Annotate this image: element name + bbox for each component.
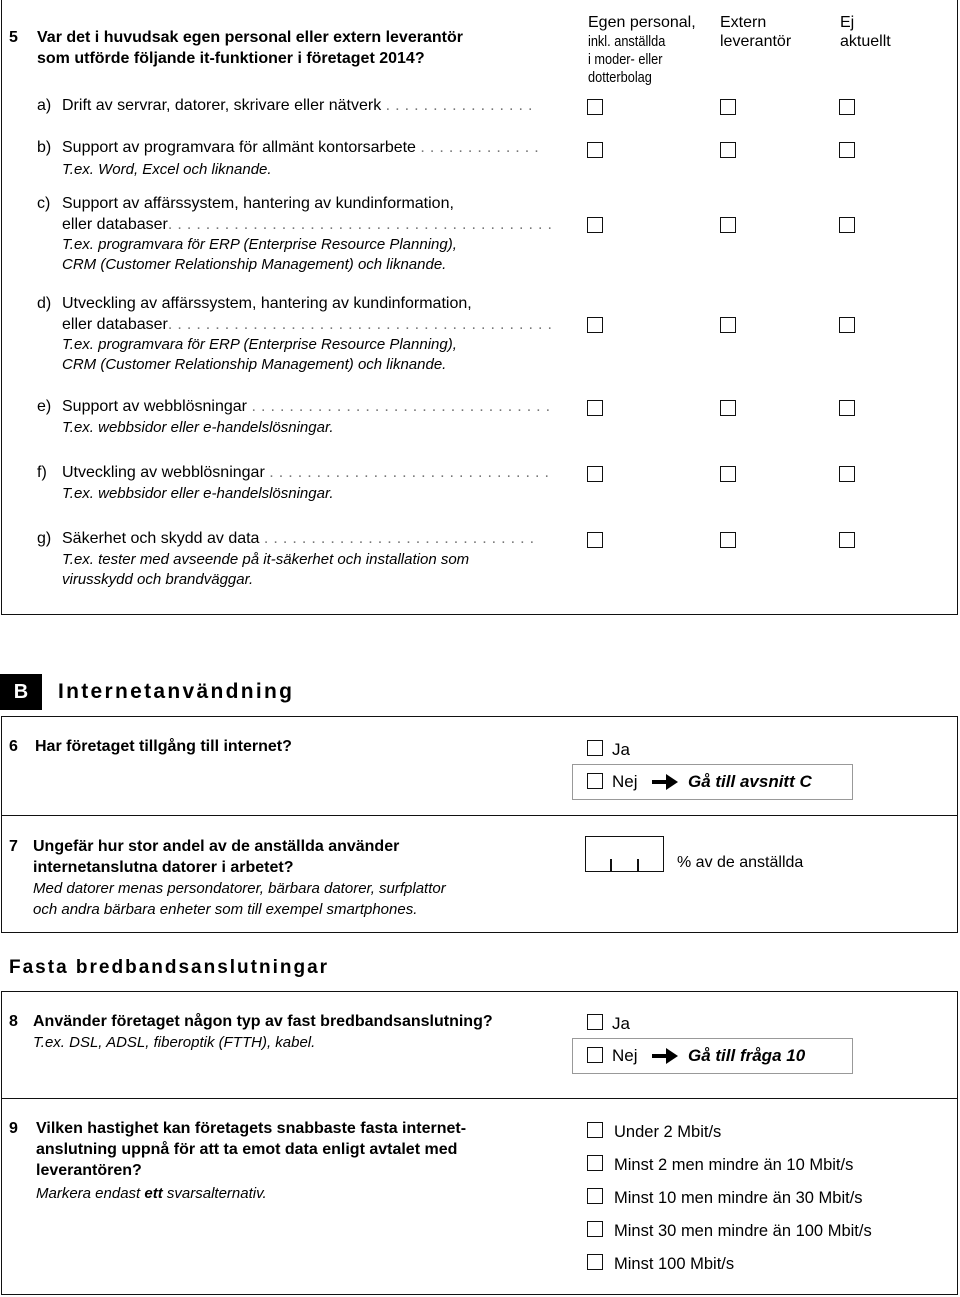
question-number: 5: [9, 29, 18, 46]
item-example: CRM (Customer Relationship Management) och liknande.: [62, 356, 447, 373]
question-text: som utförde följande it-funktioner i företaget 2014?: [37, 50, 425, 67]
option-label: Ja: [612, 1014, 630, 1033]
item-letter: f): [37, 464, 47, 481]
leader-dots: . . . . . . . . . . . . . . . . . . . . . . . . . . . . . . . . . . . . . . . . .: [167, 216, 553, 233]
item-example: CRM (Customer Relationship Management) och liknande.: [62, 256, 447, 273]
checkbox-speed-2-10[interactable]: [587, 1155, 603, 1171]
leader-dots: . . . . . . . . . . . . . . . . . . . . . . . . . . . . . . . .: [251, 398, 551, 415]
question-text: Ungefär hur stor andel av de anställda använder: [33, 838, 400, 855]
checkbox-g-not-applicable[interactable]: [839, 532, 855, 548]
checkbox-a-not-applicable[interactable]: [839, 99, 855, 115]
item-label: [62, 215, 552, 235]
item-label: [62, 315, 552, 335]
checkbox-c-own-staff[interactable]: [587, 217, 603, 233]
checkbox-b-external[interactable]: [720, 142, 736, 158]
checkbox-c-external[interactable]: [720, 217, 736, 233]
item-example: T.ex. Word, Excel och liknande.: [62, 161, 272, 178]
note-text: Markera endast: [36, 1185, 145, 1202]
checkbox-b-own-staff[interactable]: [587, 142, 603, 158]
goto-instruction: Gå till fråga 10: [688, 1046, 806, 1065]
checkbox-g-own-staff[interactable]: [587, 532, 603, 548]
checkbox-speed-100-plus[interactable]: [587, 1254, 603, 1270]
percentage-input[interactable]: [585, 836, 664, 872]
digit-separator: [610, 859, 612, 871]
column-header-own-staff: dotterbolag: [588, 70, 652, 86]
option-label: Minst 30 men mindre än 100 Mbit/s: [614, 1222, 872, 1240]
item-example: T.ex. programvara för ERP (Enterprise Resource Planning),: [62, 236, 457, 253]
item-letter: e): [37, 398, 52, 415]
question-number: 7: [9, 838, 18, 855]
checkbox-q8-ja[interactable]: [587, 1014, 603, 1030]
checkbox-f-own-staff[interactable]: [587, 466, 603, 482]
checkbox-b-not-applicable[interactable]: [839, 142, 855, 158]
goto-instruction: Gå till avsnitt C: [688, 772, 812, 791]
item-label: Utveckling av affärssystem, hantering av kundinformation,: [62, 295, 472, 312]
question-text: Använder företaget någon typ av fast bredbandsanslutning?: [33, 1013, 493, 1030]
checkbox-d-external[interactable]: [720, 317, 736, 333]
item-label-text: eller databaser: [62, 216, 168, 233]
checkbox-a-external[interactable]: [720, 99, 736, 115]
question-number: 6: [9, 738, 18, 755]
item-letter: a): [37, 97, 52, 114]
option-label: Minst 10 men mindre än 30 Mbit/s: [614, 1189, 863, 1207]
checkbox-q6-ja[interactable]: [587, 740, 603, 756]
item-example: T.ex. programvara för ERP (Enterprise Resource Planning),: [62, 336, 457, 353]
checkbox-f-not-applicable[interactable]: [839, 466, 855, 482]
item-label: [62, 96, 533, 116]
section-title: Internetanvändning: [58, 680, 295, 703]
arrow-right-icon: [652, 1047, 678, 1065]
column-header-not-applicable: aktuellt: [840, 33, 891, 50]
leader-dots: . . . . . . . . . . . . . . . . . . . . . . . . . . . . . . . . . . . . . . . . .: [167, 316, 553, 333]
section-letter-badge: B: [0, 674, 42, 710]
item-label-text: Support av programvara för allmänt kontorsarbete: [62, 139, 416, 156]
item-letter: c): [37, 195, 51, 212]
checkbox-g-external[interactable]: [720, 532, 736, 548]
checkbox-e-external[interactable]: [720, 400, 736, 416]
checkbox-q6-nej[interactable]: [587, 773, 603, 789]
question-text: Vilken hastighet kan företagets snabbaste fasta internet-: [36, 1120, 467, 1137]
item-letter: g): [37, 530, 52, 547]
unit-label: % av de anställda: [677, 854, 804, 871]
item-label: [62, 138, 539, 158]
digit-separator: [637, 859, 639, 871]
item-label: Support av affärssystem, hantering av kundinformation,: [62, 195, 454, 212]
item-label-text: Utveckling av webblösningar: [62, 464, 265, 481]
question-number: 9: [9, 1120, 18, 1137]
checkbox-q8-nej[interactable]: [587, 1047, 603, 1063]
item-example: virusskydd och brandväggar.: [62, 571, 254, 588]
checkbox-a-own-staff[interactable]: [587, 99, 603, 115]
column-header-external: leverantör: [720, 33, 792, 50]
column-header-not-applicable: Ej: [840, 14, 855, 31]
option-label: Minst 100 Mbit/s: [614, 1255, 735, 1273]
arrow-right-icon: [652, 773, 678, 791]
question-example: T.ex. DSL, ADSL, fiberoptik (FTTH), kabel.: [33, 1034, 316, 1051]
question-number: 8: [9, 1013, 18, 1030]
question-text: Var det i huvudsak egen personal eller extern leverantör: [37, 29, 463, 46]
item-label: [62, 397, 550, 417]
item-label: [62, 463, 549, 483]
note-text: svarsalternativ.: [162, 1185, 267, 1202]
item-label-text: Säkerhet och skydd av data: [62, 530, 260, 547]
checkbox-e-own-staff[interactable]: [587, 400, 603, 416]
item-letter: b): [37, 139, 52, 156]
column-header-own-staff: Egen personal,: [588, 14, 696, 31]
subsection-title: Fasta bredbandsanslutningar: [9, 957, 330, 978]
option-label: Under 2 Mbit/s: [614, 1123, 722, 1141]
leader-dots: . . . . . . . . . . . . . . . . . . . . . . . . . . . . . .: [269, 464, 550, 481]
checkbox-c-not-applicable[interactable]: [839, 217, 855, 233]
item-label-text: Drift av servrar, datorer, skrivare eller nätverk: [62, 97, 382, 114]
checkbox-e-not-applicable[interactable]: [839, 400, 855, 416]
item-example: T.ex. webbsidor eller e-handelslösningar.: [62, 419, 334, 436]
checkbox-d-own-staff[interactable]: [587, 317, 603, 333]
question-text: internetanslutna datorer i arbetet?: [33, 859, 294, 876]
checkbox-f-external[interactable]: [720, 466, 736, 482]
checkbox-speed-10-30[interactable]: [587, 1188, 603, 1204]
question-note: och andra bärbara enheter som till exempel smartphones.: [33, 901, 418, 918]
leader-dots: . . . . . . . . . . . . . . . . . . . . . . . . . . . . .: [263, 530, 535, 547]
question-note: [36, 1184, 267, 1204]
option-label: Nej: [612, 1046, 638, 1065]
option-label: Ja: [612, 740, 630, 759]
question-note: Med datorer menas persondatorer, bärbara datorer, surfplattor: [33, 880, 446, 897]
column-header-own-staff: i moder- eller: [588, 52, 663, 68]
leader-dots: . . . . . . . . . . . . .: [420, 139, 540, 156]
option-label: Nej: [612, 772, 638, 791]
question-text: anslutning uppnå för att ta emot data enligt avtalet med: [36, 1141, 458, 1158]
item-label-text: eller databaser: [62, 316, 168, 333]
item-letter: d): [37, 295, 52, 312]
column-header-own-staff: inkl. anställda: [588, 34, 666, 50]
checkbox-speed-under-2[interactable]: [587, 1122, 603, 1138]
column-header-external: Extern: [720, 14, 767, 31]
item-label: [62, 529, 534, 549]
item-example: T.ex. webbsidor eller e-handelslösningar.: [62, 485, 334, 502]
item-example: T.ex. tester med avseende på it-säkerhet och installation som: [62, 551, 470, 568]
checkbox-speed-30-100[interactable]: [587, 1221, 603, 1237]
note-emphasis: ett: [144, 1185, 163, 1202]
leader-dots: . . . . . . . . . . . . . . . .: [385, 97, 533, 114]
question-text: Har företaget tillgång till internet?: [35, 738, 292, 755]
option-label: Minst 2 men mindre än 10 Mbit/s: [614, 1156, 854, 1174]
question-text: leverantören?: [36, 1162, 142, 1179]
checkbox-d-not-applicable[interactable]: [839, 317, 855, 333]
item-label-text: Support av webblösningar: [62, 398, 248, 415]
